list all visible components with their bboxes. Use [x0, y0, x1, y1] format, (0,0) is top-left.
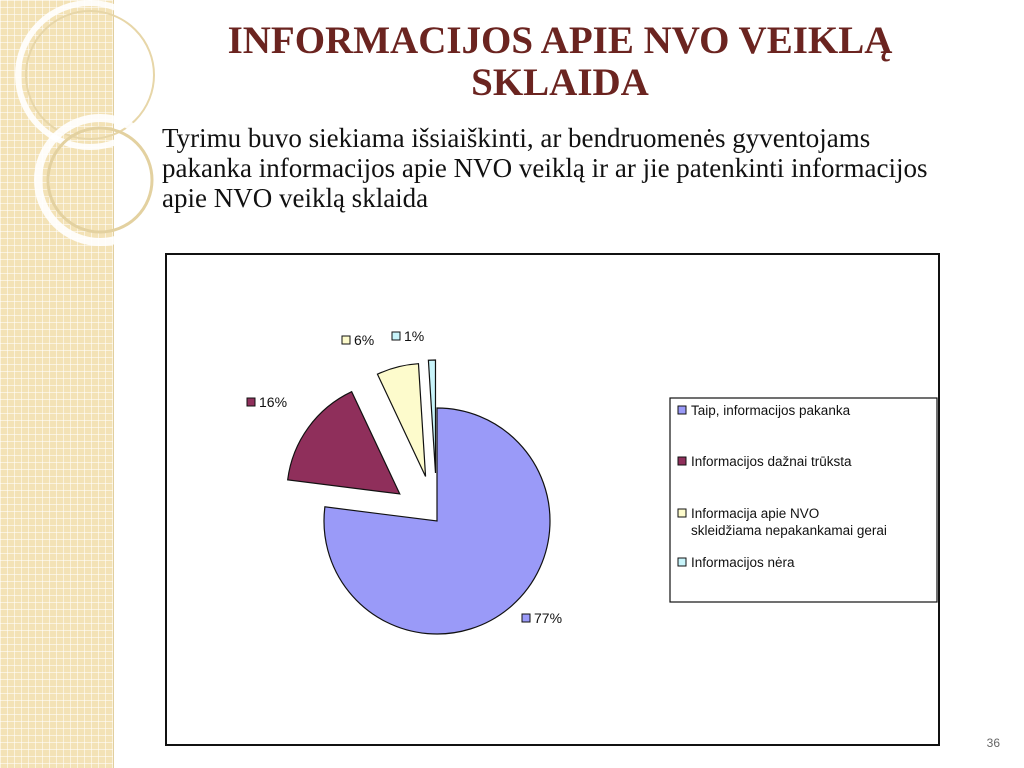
svg-text:77%: 77%: [534, 610, 563, 626]
page-number: 36: [986, 736, 1000, 750]
pie-slice-informacijos-nera: [428, 360, 435, 473]
svg-text:1%: 1%: [404, 328, 425, 344]
pie-slice-informacija-apie-nvo-skleidziama-nepakankamai-gerai: [377, 364, 425, 477]
data-label-informacijos-nera: [392, 328, 424, 344]
svg-text:Informacija apie NVOskleidžiam: Informacija apie NVO skleidžiama nepakankamai gerai: [691, 506, 887, 538]
legend-item-taip-informacijos-pakanka: [678, 403, 851, 418]
svg-text:16%: 16%: [259, 394, 288, 410]
pie-slice-informacijos-daznai-truksta: [288, 392, 400, 494]
pie-chart: [167, 255, 938, 744]
data-label-taip-informacijos-pakanka: [522, 610, 562, 626]
slide-body-text: Tyrimu buvo siekiama išsiaiškinti, ar bendruomenės gyventojams pakanka informacijos apie NVO veiklą ir ar jie patenkinti informacijos apie NVO veiklą sklaida: [162, 123, 928, 213]
chart-legend: [670, 398, 937, 602]
legend-item-informacijos-nera: [678, 555, 795, 570]
pie-chart-frame: [165, 253, 940, 746]
data-label-informacija-apie-nvo-skleidziama-nepakankamai-gerai: [342, 332, 374, 348]
data-label-informacijos-daznai-truksta: [247, 394, 287, 410]
decorative-circles: [0, 0, 160, 260]
svg-text:Informacijos dažnai trūksta: Informacijos dažnai trūksta: [691, 454, 852, 469]
svg-text:6%: 6%: [354, 332, 375, 348]
slide-title: INFORMACIJOS APIE NVO VEIKLĄ SKLAIDA: [227, 19, 893, 104]
legend-item-informacijos-daznai-truksta: [678, 454, 852, 469]
svg-text:Taip, informacijos pakanka: Taip, informacijos pakanka: [691, 403, 851, 418]
svg-text:Informacijos nėra: Informacijos nėra: [691, 555, 795, 570]
